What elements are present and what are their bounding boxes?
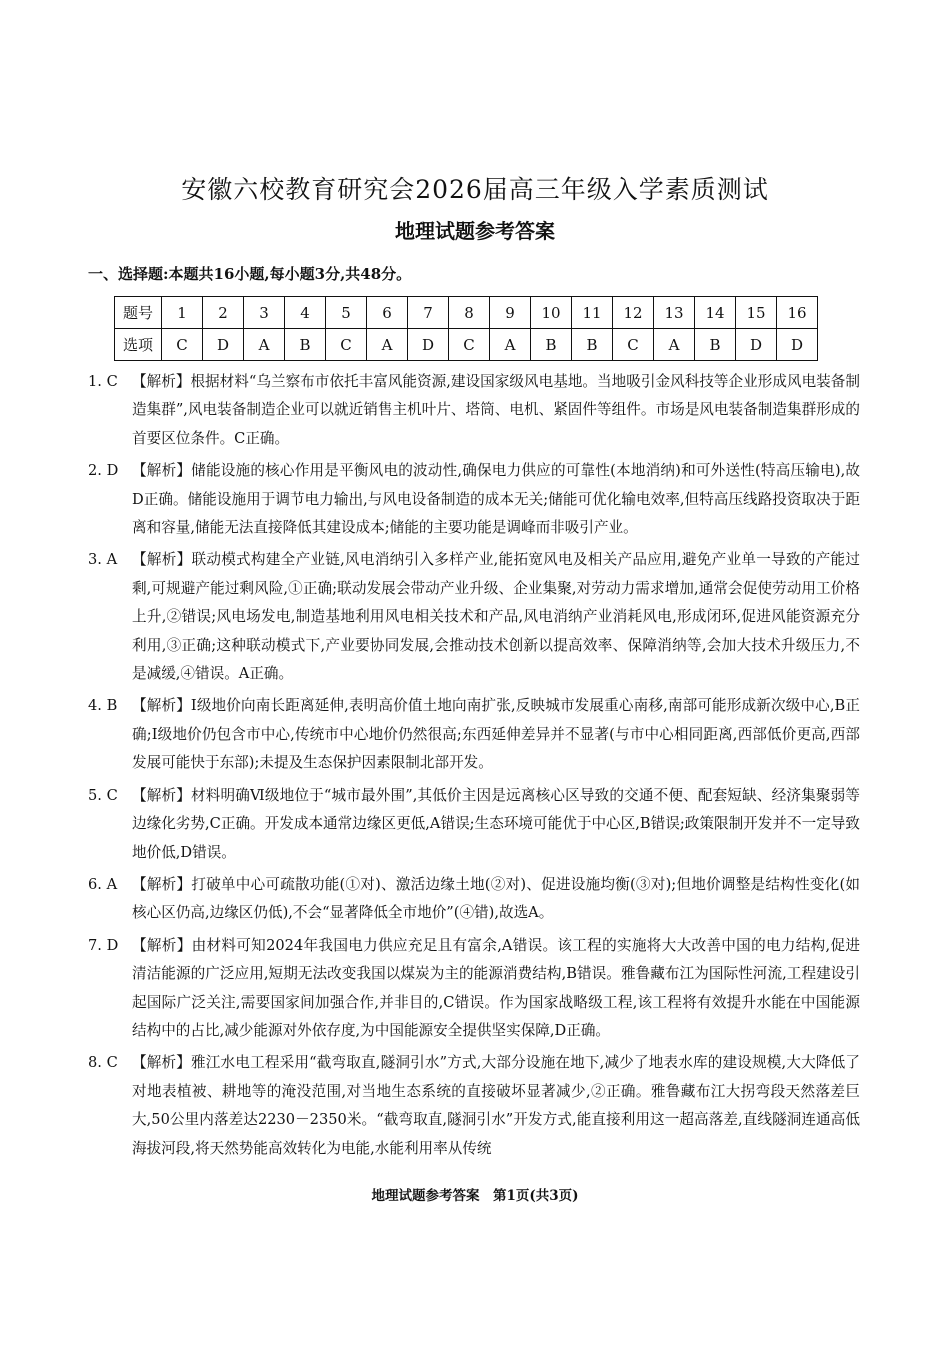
item-explanation: 【解析】联动模式构建全产业链,风电消纳引入多样产业,能拓宽风电及相关产品应用,避免产业单一导致的产能过剩,可规避产能过剩风险,①正确;联动发展会带动产业升级、企业集聚,对劳动力需求增加,通常会促使劳动用工价格上升,②错误;风电场发电,制造基地利用风电相关技术和产品,风电消纳产业消耗风电,形成闭环,促进风能资源充分利用,③正确;这种联动模式下,产业要协同发展,会推动技术创新以提高效率、保障消纳等,会加大技术升级压力,不是减缓,④错误。A正确。: [132, 551, 860, 683]
question-number-cell: 10: [531, 297, 572, 329]
question-number-cell: 2: [203, 297, 244, 329]
question-number-cell: 12: [613, 297, 654, 329]
answer-option-cell: C: [613, 329, 654, 361]
item-number: 1. C: [88, 373, 118, 390]
item-number: 3. A: [88, 551, 118, 569]
item-explanation: 【解析】储能设施的核心作用是平衡风电的波动性,确保电力供应的可靠性(本地消纳)和可外送性(特高压输电),故D正确。储能设施用于调节电力输出,与风电设备制造的成本无关;储能可优化输电效率,但特高压线路投资取决于距离和容量,储能无法直接降低其建设成本;储能的主要功能是调峰而非吸引产业。: [132, 462, 860, 537]
answer-option-cell: B: [285, 329, 326, 361]
question-number-cell: 1: [162, 297, 203, 329]
explanation-item: [88, 782, 860, 867]
answer-table-number-row: [115, 297, 818, 329]
question-number-cell: 16: [777, 297, 818, 329]
question-number-cell: 8: [449, 297, 490, 329]
item-number: 5. C: [88, 786, 118, 804]
page-footer: 地理试题参考答案 第1页(共3页): [371, 1188, 579, 1204]
explanation-item: [88, 368, 860, 453]
answer-explanations: [88, 368, 860, 1167]
question-number-cell: 13: [654, 297, 695, 329]
answer-option-cell: B: [531, 329, 572, 361]
item-number: 6. A: [88, 875, 118, 893]
answer-option-cell: D: [777, 329, 818, 361]
item-explanation: 【解析】根据材料“乌兰察布市依托丰富风能资源,建设国家级风电基地。当地吸引金风科技等企业形成风电装备制造集群”,风电装备制造企业可以就近销售主机叶片、塔筒、电机、紧固件等组件。市场是风电装备制造集群形成的首要区位条件。C正确。: [132, 373, 860, 447]
question-number-cell: 3: [244, 297, 285, 329]
item-number: 2. D: [88, 462, 119, 480]
question-number-cell: 14: [695, 297, 736, 329]
explanation-item: [88, 932, 860, 1046]
question-number-cell: 4: [285, 297, 326, 329]
answer-option-cell: C: [162, 329, 203, 361]
question-number-cell: 5: [326, 297, 367, 329]
answer-option-cell: A: [654, 329, 695, 361]
explanation-item: [88, 1049, 860, 1163]
item-explanation: 【解析】打破单中心可疏散功能(①对)、激活边缘土地(②对)、促进设施均衡(③对);但地价调整是结构性变化(如核心区仍高,边缘区仍低),不会“显著降低全市地价”(④错),故选A。: [132, 875, 860, 922]
explanation-item: [88, 692, 860, 777]
question-number-cell: 9: [490, 297, 531, 329]
row-label-option: 选项: [115, 329, 162, 361]
item-number: 8. C: [88, 1054, 118, 1072]
item-number: 4. B: [88, 697, 118, 715]
explanation-item: [88, 457, 860, 542]
explanation-item: [88, 871, 860, 928]
item-explanation: 【解析】雅江水电工程采用“截弯取直,隧洞引水”方式,大部分设施在地下,减少了地表水库的建设规模,大大降低了对地表植被、耕地等的淹没范围,对当地生态系统的直接破坏显著减少,②正确。雅鲁藏布江大拐弯段天然落差巨大,50公里内落差达2230－2350米。“截弯取直,隧洞引水”开发方式,能直接利用这一超高落差,直线隧洞连通高低海拔河段,将天然势能高效转化为电能,水能利用率从传统: [132, 1054, 860, 1157]
answer-table: [114, 296, 818, 361]
answer-option-cell: A: [490, 329, 531, 361]
question-number-cell: 15: [736, 297, 777, 329]
item-number: 7. D: [88, 936, 119, 954]
row-label-number: 题号: [115, 297, 162, 329]
question-number-cell: 11: [572, 297, 613, 329]
answer-option-cell: C: [326, 329, 367, 361]
question-number-cell: 6: [367, 297, 408, 329]
item-explanation: 【解析】材料明确Ⅵ级地位于“城市最外围”,其低价主因是远离核心区导致的交通不便、配套短缺、经济集聚弱等边缘化劣势,C正确。开发成本通常边缘区更低,A错误;生态环境可能优于中心区,B错误;政策限制开发并不一定导致地价低,D错误。: [132, 786, 860, 861]
section-heading: 一、选择题:本题共16小题,每小题3分,共48分。: [88, 265, 412, 283]
answer-table-option-row: [115, 329, 818, 361]
explanation-item: [88, 546, 860, 688]
answer-option-cell: D: [736, 329, 777, 361]
answer-option-cell: A: [367, 329, 408, 361]
item-explanation: 【解析】由材料可知2024年我国电力供应充足且有富余,A错误。该工程的实施将大大改善中国的电力结构,促进清洁能源的广泛应用,短期无法改变我国以煤炭为主的能源消费结构,B错误。雅鲁藏布江为国际性河流,工程建设引起国际广泛关注,需要国家间加强合作,并非目的,C错误。作为国家战略级工程,该工程将有效提升水能在中国能源结构中的占比,减少能源对外依存度,为中国能源安全提供坚实保障,D正确。: [132, 936, 860, 1039]
exam-title: 安徽六校教育研究会2026届高三年级入学素质测试: [181, 175, 769, 204]
answer-key-title: 地理试题参考答案: [395, 219, 555, 243]
answer-option-cell: D: [408, 329, 449, 361]
item-explanation: 【解析】Ⅰ级地价向南长距离延伸,表明高价值土地向南扩张,反映城市发展重心南移,南部可能形成新次级中心,B正确;Ⅰ级地价仍包含市中心,传统市中心地价仍然很高;东西延伸差异并不显著(与市中心相同距离,西部低价更高,西部发展可能快于东部);未提及生态保护因素限制北部开发。: [132, 697, 860, 772]
answer-option-cell: C: [449, 329, 490, 361]
answer-option-cell: D: [203, 329, 244, 361]
answer-option-cell: B: [572, 329, 613, 361]
answer-option-cell: B: [695, 329, 736, 361]
question-number-cell: 7: [408, 297, 449, 329]
answer-option-cell: A: [244, 329, 285, 361]
